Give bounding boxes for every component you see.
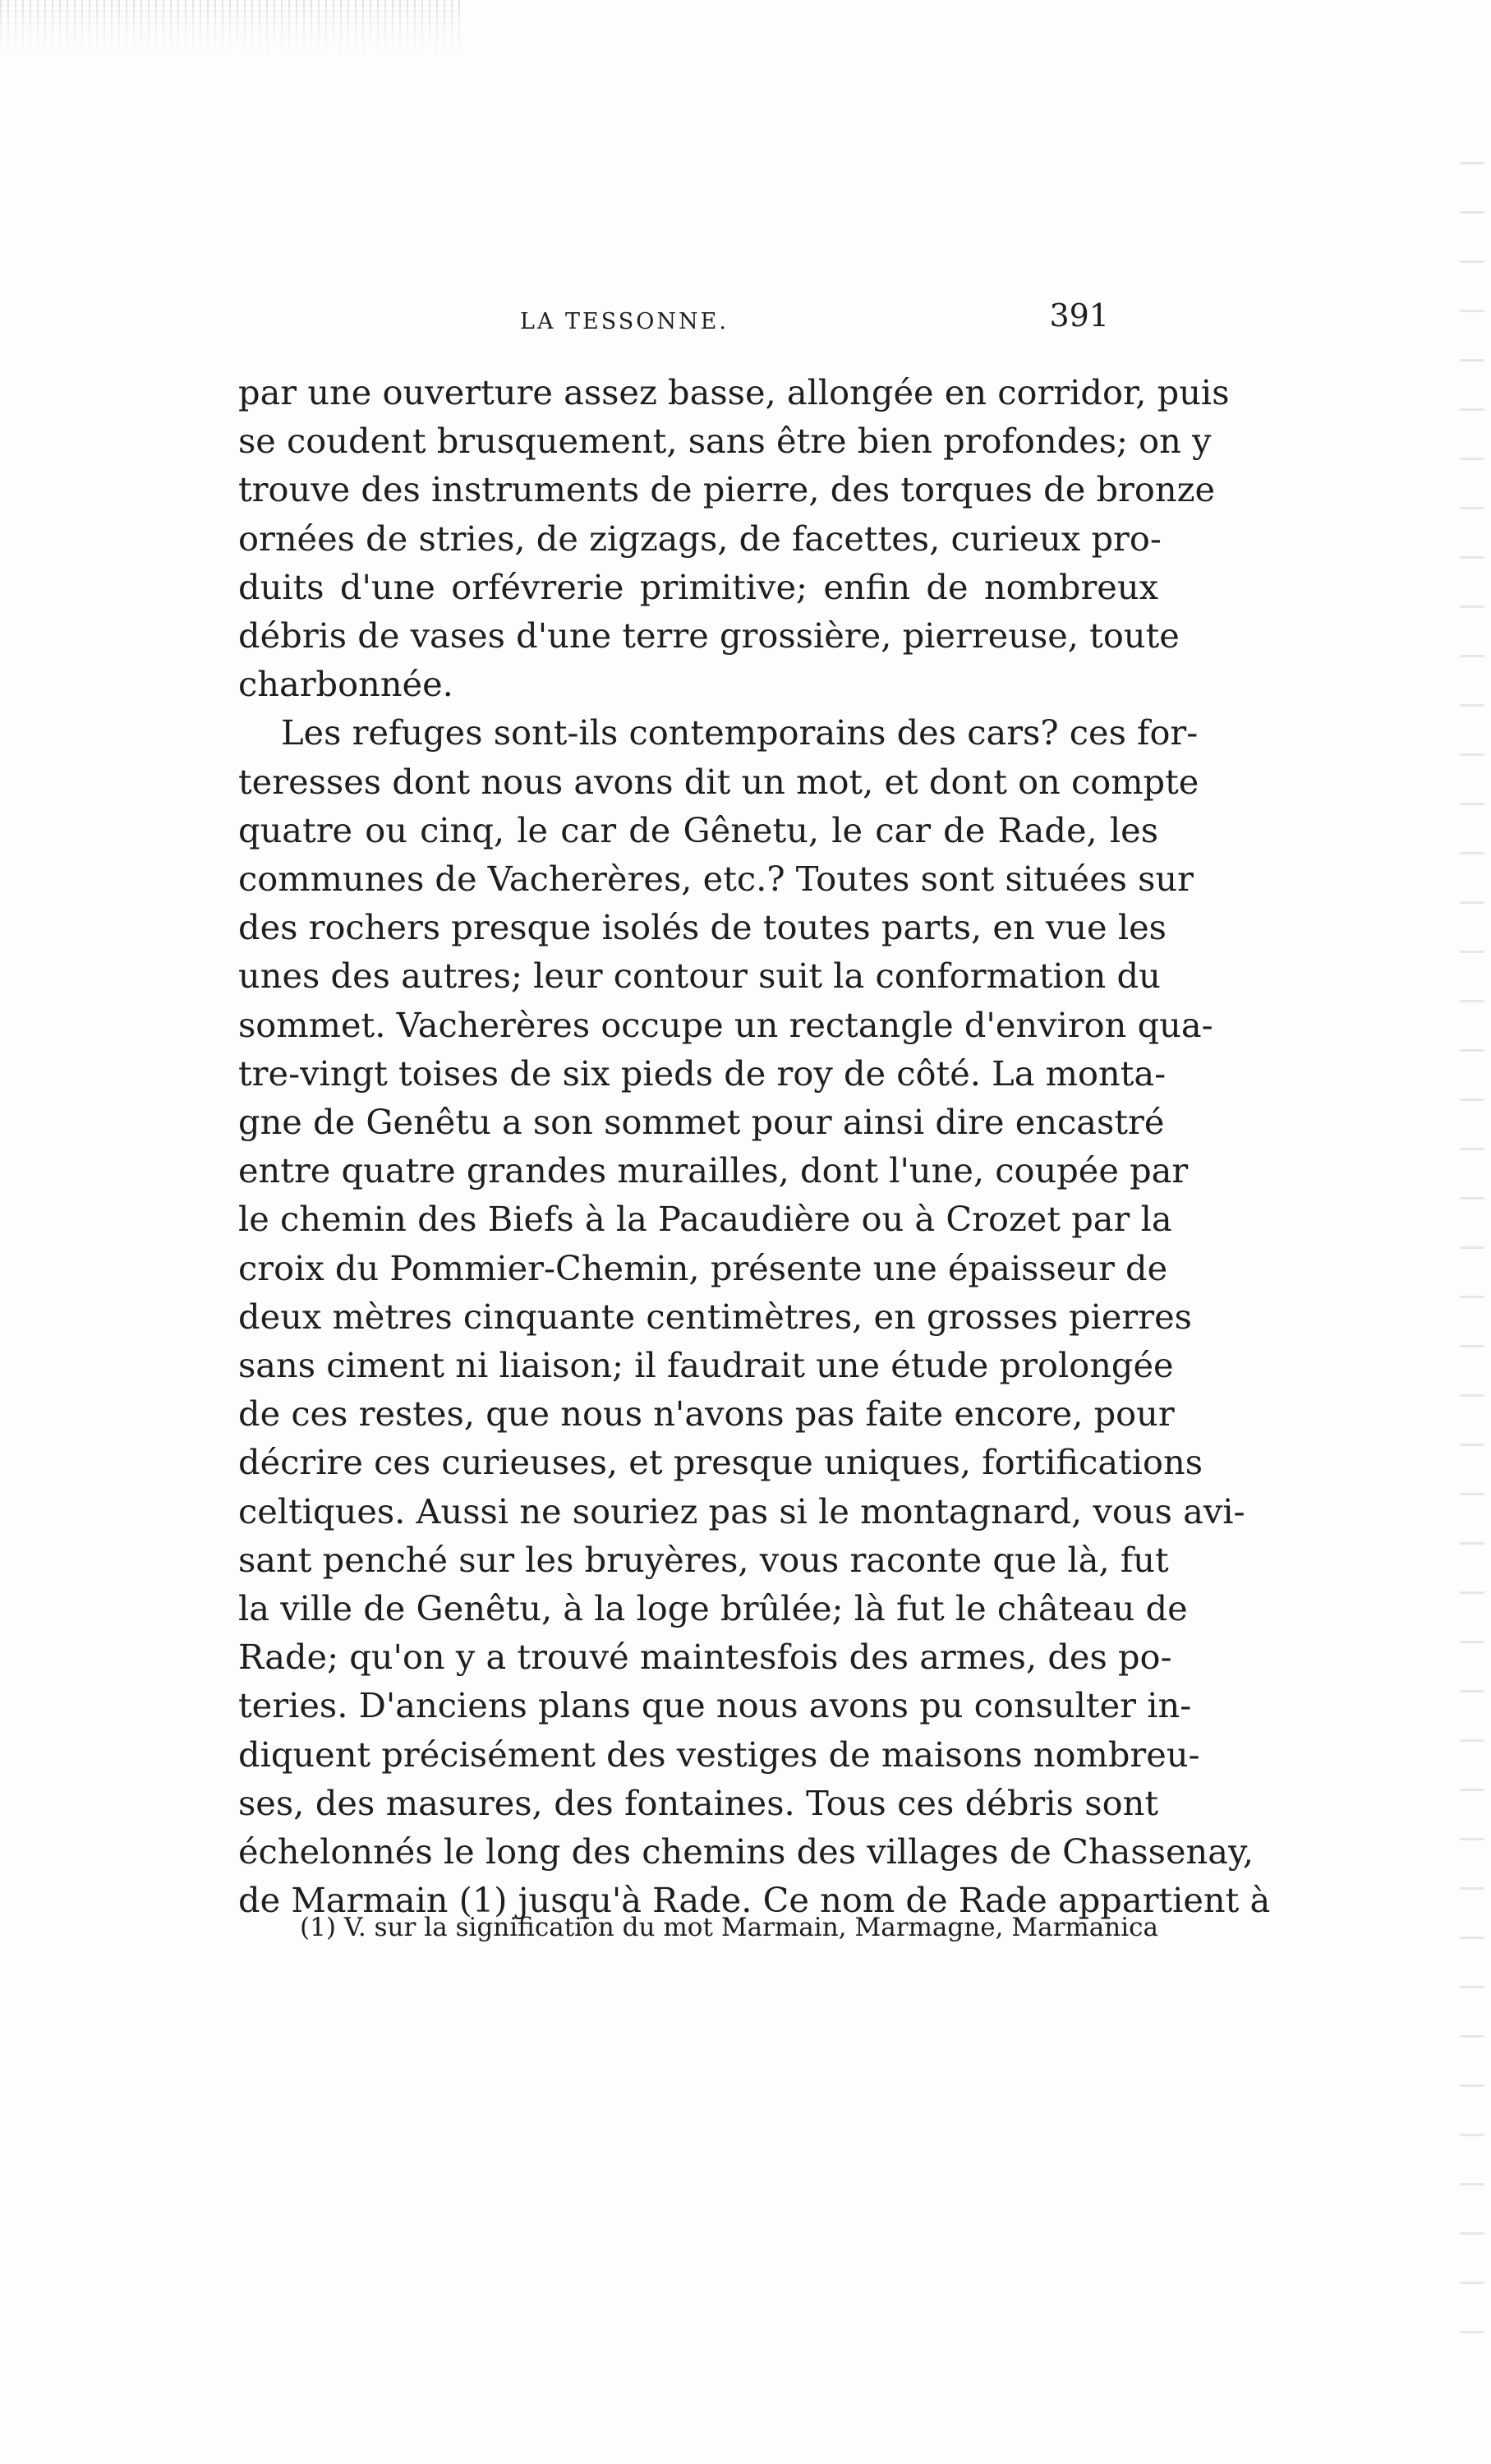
text-line: unes des autres; leur contour suit la conformation du <box>238 956 1161 997</box>
text-line: trouve des instruments de pierre, des torques de bronze <box>238 469 1216 510</box>
text-line: Les refuges sont-ils contemporains des cars? ces for- <box>281 712 1199 753</box>
text-line: échelonnés le long des chemins des villages de Chassenay, <box>238 1831 1254 1872</box>
text-line: croix du Pommier-Chemin, présente une épaisseur de <box>238 1247 1168 1288</box>
text-line: teresses dont nous avons dit un mot, et dont on compte <box>238 761 1199 802</box>
text-line: des rochers presque isolés de toutes parts, en vue les <box>238 907 1167 948</box>
text-line: ses, des masures, des fontaines. Tous ces débris sont <box>238 1782 1158 1823</box>
text-line: décrire ces curieuses, et presque uniques, fortifications <box>238 1442 1203 1483</box>
text-line: entre quatre grandes murailles, dont l'une, coupée par <box>238 1150 1189 1191</box>
scan-edge <box>1460 115 1484 2333</box>
text-line: celtiques. Aussi ne souriez pas si le montagnard, vous avi- <box>238 1490 1245 1531</box>
text-line: tre-vingt toises de six pieds de roy de côté. La monta- <box>238 1052 1167 1094</box>
text-line: diquent précisément des vestiges de maisons nombreu- <box>238 1734 1200 1775</box>
text-line: quatre ou cinq, le car de Gênetu, le car de Rade, les <box>238 809 1158 850</box>
text-line: le chemin des Biefs à la Pacaudière ou à Crozet par la <box>238 1199 1172 1240</box>
footnote: (1) V. sur la signification du mot Marmain, Marmagne, Marmanica <box>300 1913 1158 1942</box>
text-line: par une ouverture assez basse, allongée en corridor, puis <box>238 372 1230 412</box>
text-line: sans ciment ni liaison; il faudrait une étude prolongée <box>238 1345 1174 1386</box>
text-line: communes de Vacherères, etc.? Toutes sont situées sur <box>238 859 1194 900</box>
text-line: sommet. Vacherères occupe un rectangle d'environ qua- <box>238 1004 1213 1045</box>
running-title: LA TESSONNE. <box>520 309 729 334</box>
scan-noise <box>0 0 460 58</box>
text-line: se coudent brusquement, sans être bien profondes; on y <box>238 421 1212 462</box>
text-line: de ces restes, que nous n'avons pas faite encore, pour <box>238 1393 1175 1435</box>
text-line: deux mètres cinquante centimètres, en grosses pierres <box>238 1296 1192 1337</box>
text-line: ornées de stries, de zigzags, de facettes, curieux pro- <box>238 518 1162 559</box>
text-line: de Marmain (1) jusqu'à Rade. Ce nom de Rade appartient à <box>238 1880 1271 1921</box>
text-line: débris de vases d'une terre grossière, pierreuse, toute <box>238 615 1180 656</box>
text-line: Rade; qu'on y a trouvé maintesfois des armes, des po- <box>238 1637 1172 1678</box>
text-line: charbonnée. <box>238 664 453 705</box>
text-line: gne de Genêtu a son sommet pour ainsi dire encastré <box>238 1102 1165 1143</box>
text-line: sant penché sur les bruyères, vous raconte que là, fut <box>238 1539 1169 1580</box>
text-line: duits d'une orfévrerie primitive; enfin de nombreux <box>238 566 1158 607</box>
body-text <box>238 368 1271 1925</box>
text-line: teries. D'anciens plans que nous avons pu consulter in- <box>238 1685 1192 1726</box>
page-number: 391 <box>1049 297 1109 334</box>
text-line: la ville de Genêtu, à la loge brûlée; là fut le château de <box>238 1588 1188 1629</box>
running-header <box>238 297 1158 347</box>
